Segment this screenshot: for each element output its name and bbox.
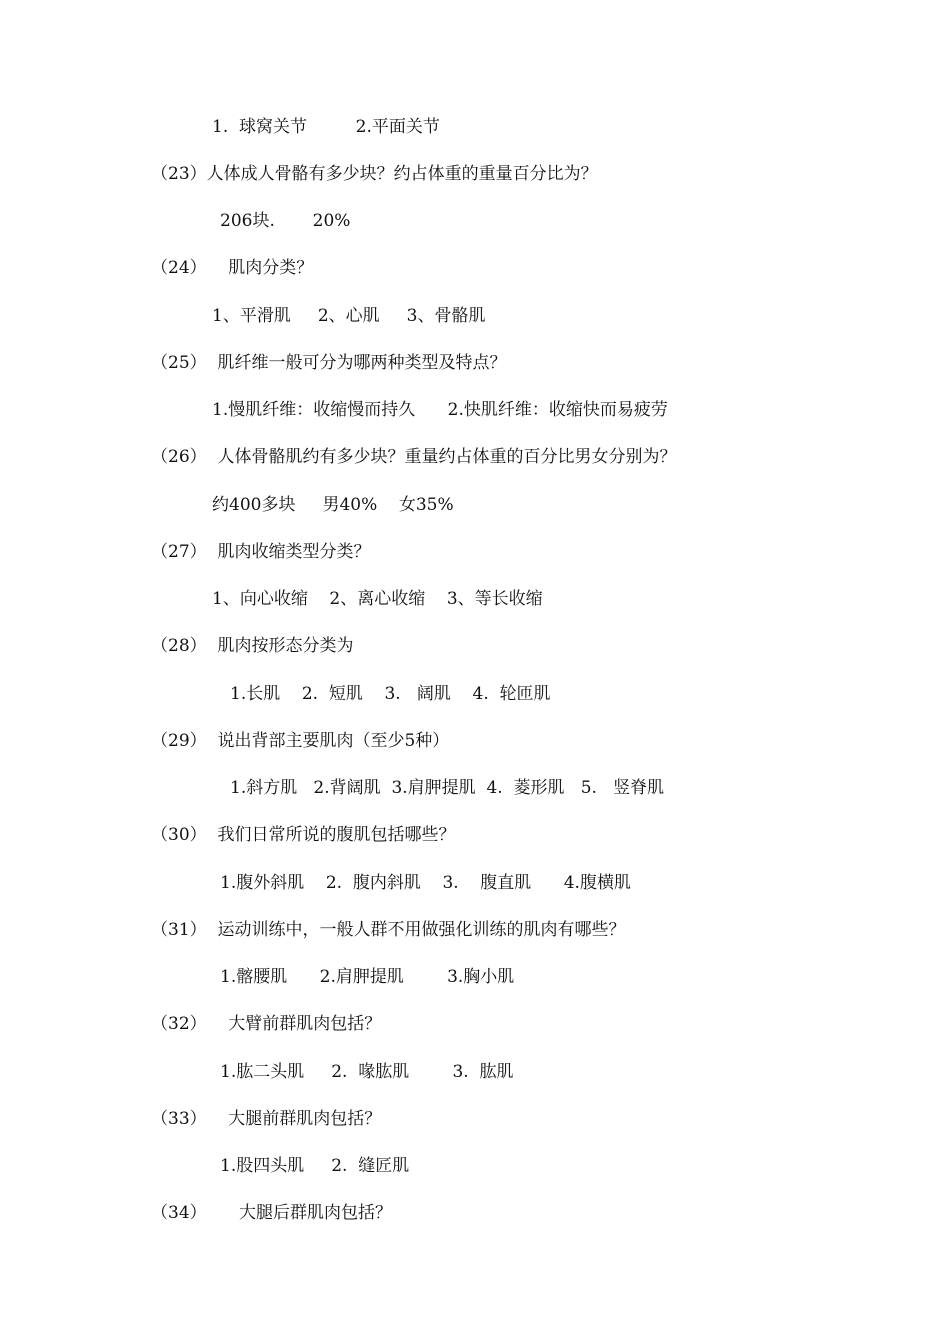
question-line: （32） 大臂前群肌肉包括？ [151,1014,382,1034]
answer-line: 约400多块 男40% 女35% [212,495,454,515]
answer-line: 1、平滑肌 2、心肌 3、骨骼肌 [212,306,486,326]
question-line: （27） 肌肉收缩类型分类？ [151,542,371,562]
question-line: （33） 大腿前群肌肉包括？ [151,1109,382,1129]
answer-line: 1.慢肌纤维：收缩慢而持久 2.快肌纤维：收缩快而易疲劳 [212,400,668,420]
answer-line: 1、向心收缩 2、离心收缩 3、等长收缩 [212,589,543,609]
answer-line: 1.肱二头肌 2. 喙肱肌 3. 肱肌 [220,1062,514,1082]
answer-line: 206块. 20% [220,211,351,231]
answer-line: 1.斜方肌 2.背阔肌 3.肩胛提肌 4. 菱形肌 5. 竖脊肌 [230,778,665,798]
question-line: （31） 运动训练中，一般人群不用做强化训练的肌肉有哪些？ [151,920,626,940]
question-line: （30） 我们日常所说的腹肌包括哪些？ [151,825,456,845]
question-line: （34） 大腿后群肌肉包括？ [151,1203,393,1223]
question-line: （24） 肌肉分类？ [151,258,314,278]
answer-line: 1. 球窝关节 2.平面关节 [212,117,440,137]
question-line: （28） 肌肉按形态分类为 [151,636,354,656]
question-line: （25） 肌纤维一般可分为哪两种类型及特点？ [151,353,507,373]
question-line: （23）人体成人骨骼有多少块？约占体重的重量百分比为？ [151,164,598,184]
question-line: （29） 说出背部主要肌肉（至少5种） [151,731,450,751]
answer-line: 1.长肌 2. 短肌 3. 阔肌 4. 轮匝肌 [230,684,551,704]
answer-line: 1.股四头肌 2. 缝匠肌 [220,1156,410,1176]
answer-line: 1.髂腰肌 2.肩胛提肌 3.胸小肌 [220,967,515,987]
answer-line: 1.腹外斜肌 2. 腹内斜肌 3. 腹直肌 4.腹横肌 [220,873,631,893]
question-line: （26） 人体骨骼肌约有多少块？重量约占体重的百分比男女分别为？ [151,447,677,467]
